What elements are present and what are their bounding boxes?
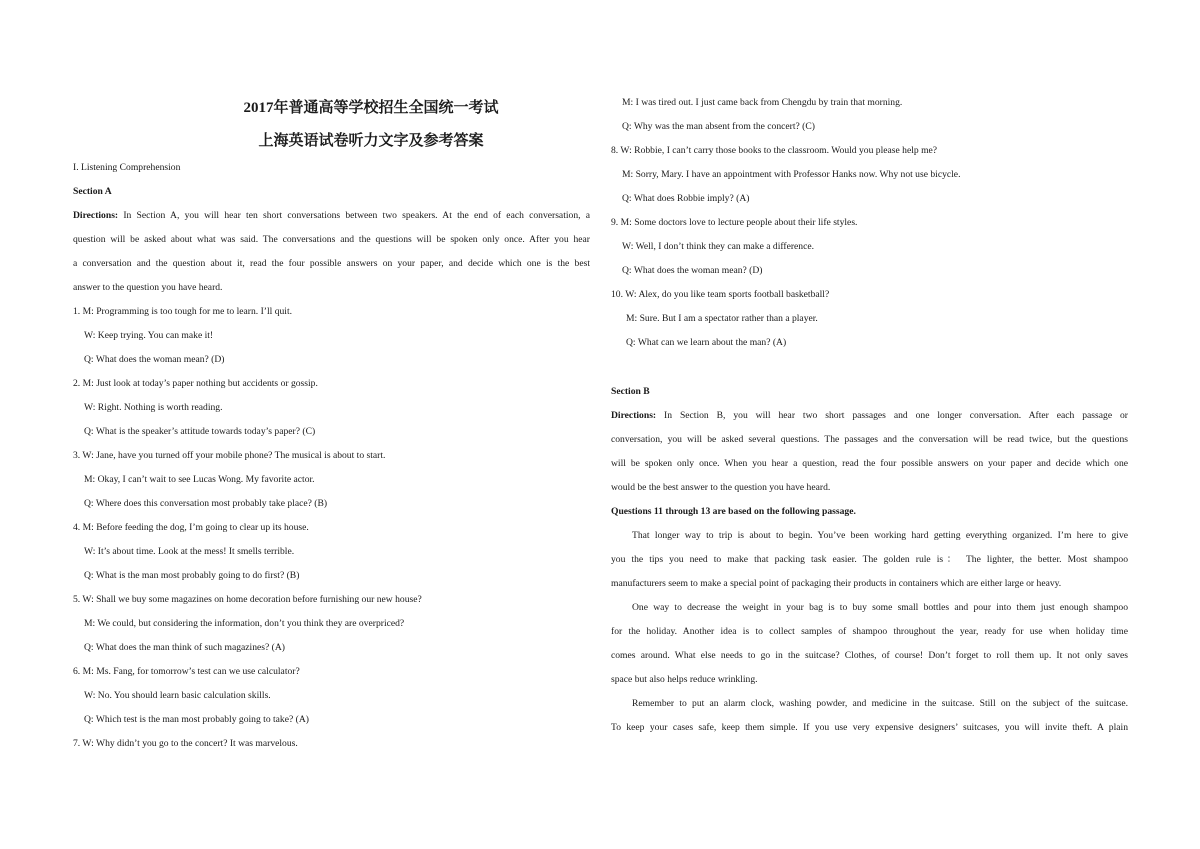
question-line: Q: Where does this conversation most probably take place? (B) — [84, 498, 328, 509]
conversation-line: W: Right. Nothing is worth reading. — [84, 402, 223, 413]
conversation-line: M: Sure. But I am a spectator rather than a player. — [626, 313, 818, 324]
question-line: Q: Why was the man absent from the concert? (C) — [622, 121, 815, 132]
passage-line: manufacturers seem to make a special point of packaging their products in containers which are either large or heavy. — [611, 578, 1062, 589]
passage-line: To keep your cases safe, keep them simple. If you use very expensive designers’ suitcases, you will invite theft. A plain — [611, 722, 1128, 733]
conversation-line: M: I was tired out. I just came back from Chengdu by train that morning. — [622, 97, 903, 108]
conversation-line: 4. M: Before feeding the dog, I’m going to clear up its house. — [73, 522, 309, 533]
conversation-line: M: We could, but considering the information, don’t you think they are overpriced? — [84, 618, 405, 629]
question-line: Q: What can we learn about the man? (A) — [626, 337, 787, 348]
passage-line: for the holiday. Another idea is to collect samples of shampoo throughout the year, ready for use when holiday time — [611, 626, 1128, 637]
question-line: Q: What does Robbie imply? (A) — [622, 193, 750, 204]
question-line: Q: What is the speaker’s attitude towards today’s paper? (C) — [84, 426, 316, 437]
section-b-heading: Section B — [611, 386, 650, 397]
conversation-line: W: Well, I don’t think they can make a difference. — [622, 241, 815, 252]
section-a-directions-line: a conversation and the question about it, read the four possible answers on your paper, and decide which one is the best — [73, 258, 590, 269]
directions-label: Directions: — [611, 410, 657, 421]
question-line: Q: What does the woman mean? (D) — [622, 265, 763, 276]
conversation-line: 8. W: Robbie, I can’t carry those books to the classroom. Would you please help me? — [611, 145, 938, 156]
passage-heading: Questions 11 through 13 are based on the following passage. — [611, 506, 856, 517]
passage-line: One way to decrease the weight in your bag is to buy some small bottles and pour into them just enough shampoo — [632, 602, 1128, 613]
section-b-directions-line: will be spoken only once. When you hear a question, read the four possible answers on your paper and decide which one — [611, 458, 1128, 469]
question-line: Q: What does the woman mean? (D) — [84, 354, 225, 365]
document-title: 2017年普通高等学校招生全国统一考试 — [243, 100, 499, 116]
conversation-line: W: It’s about time. Look at the mess! It smells terrible. — [84, 546, 295, 557]
conversation-line: 3. W: Jane, have you turned off your mobile phone? The musical is about to start. — [73, 450, 386, 461]
section-a-directions-line: answer to the question you have heard. — [73, 282, 223, 293]
passage-line: space but also helps reduce wrinkling. — [611, 674, 758, 685]
conversation-line: 2. M: Just look at today’s paper nothing but accidents or gossip. — [73, 378, 318, 389]
conversation-line: 9. M: Some doctors love to lecture people about their life styles. — [611, 217, 858, 228]
passage-line: That longer way to trip is about to begin. You’ve been working hard getting everything organized. I’m here to give — [632, 530, 1128, 541]
conversation-line: M: Okay, I can’t wait to see Lucas Wong. My favorite actor. — [84, 474, 315, 485]
passage-line: you the tips you need to make that packing task easier. The golden rule is： The lighter, the better. Most shampoo — [611, 554, 1128, 565]
section-b-directions-line: Directions: In Section B, you will hear two short passages and one longer conversation. After each passage or — [611, 410, 1128, 421]
section-b-directions-line: would be the best answer to the question you have heard. — [611, 482, 831, 493]
passage-line: comes around. What else needs to go in the suitcase? Clothes, of course! Don’t forget to roll them up. It not only saves — [611, 650, 1128, 661]
question-line: Q: Which test is the man most probably going to take? (A) — [84, 714, 309, 725]
question-line: Q: What is the man most probably going to do first? (B) — [84, 570, 300, 581]
directions-label: Directions: — [73, 210, 119, 221]
section-a-heading: Section A — [73, 186, 112, 197]
conversation-line: 6. M: Ms. Fang, for tomorrow’s test can we use calculator? — [73, 666, 300, 677]
passage-line: Remember to put an alarm clock, washing powder, and medicine in the suitcase. Still on the subject of the suitcase. — [632, 698, 1128, 709]
conversation-line: W: No. You should learn basic calculation skills. — [84, 690, 271, 701]
conversation-line: 1. M: Programming is too tough for me to learn. I’ll quit. — [73, 306, 293, 317]
document-subtitle: 上海英语试卷听力文字及参考答案 — [258, 133, 484, 149]
conversation-line: 10. W: Alex, do you like team sports football basketball? — [611, 289, 830, 300]
section-b-directions-line: conversation, you will be asked several questions. The passages and the conversation will be read twice, but the questions — [611, 434, 1128, 445]
section-a-directions-line: question will be asked about what was said. The conversations and the questions will be spoken only once. After you hear — [73, 234, 590, 245]
part-title: I. Listening Comprehension — [73, 162, 181, 173]
section-a-directions-line: Directions: In Section A, you will hear ten short conversations between two speakers. At the end of each conversation, a — [73, 210, 590, 221]
conversation-line: M: Sorry, Mary. I have an appointment with Professor Hanks now. Why not use bicycle. — [622, 169, 961, 180]
conversation-line: 7. W: Why didn’t you go to the concert? It was marvelous. — [73, 738, 298, 749]
question-line: Q: What does the man think of such magazines? (A) — [84, 642, 285, 653]
conversation-line: 5. W: Shall we buy some magazines on home decoration before furnishing our new house? — [73, 594, 422, 605]
conversation-line: W: Keep trying. You can make it! — [84, 330, 214, 341]
